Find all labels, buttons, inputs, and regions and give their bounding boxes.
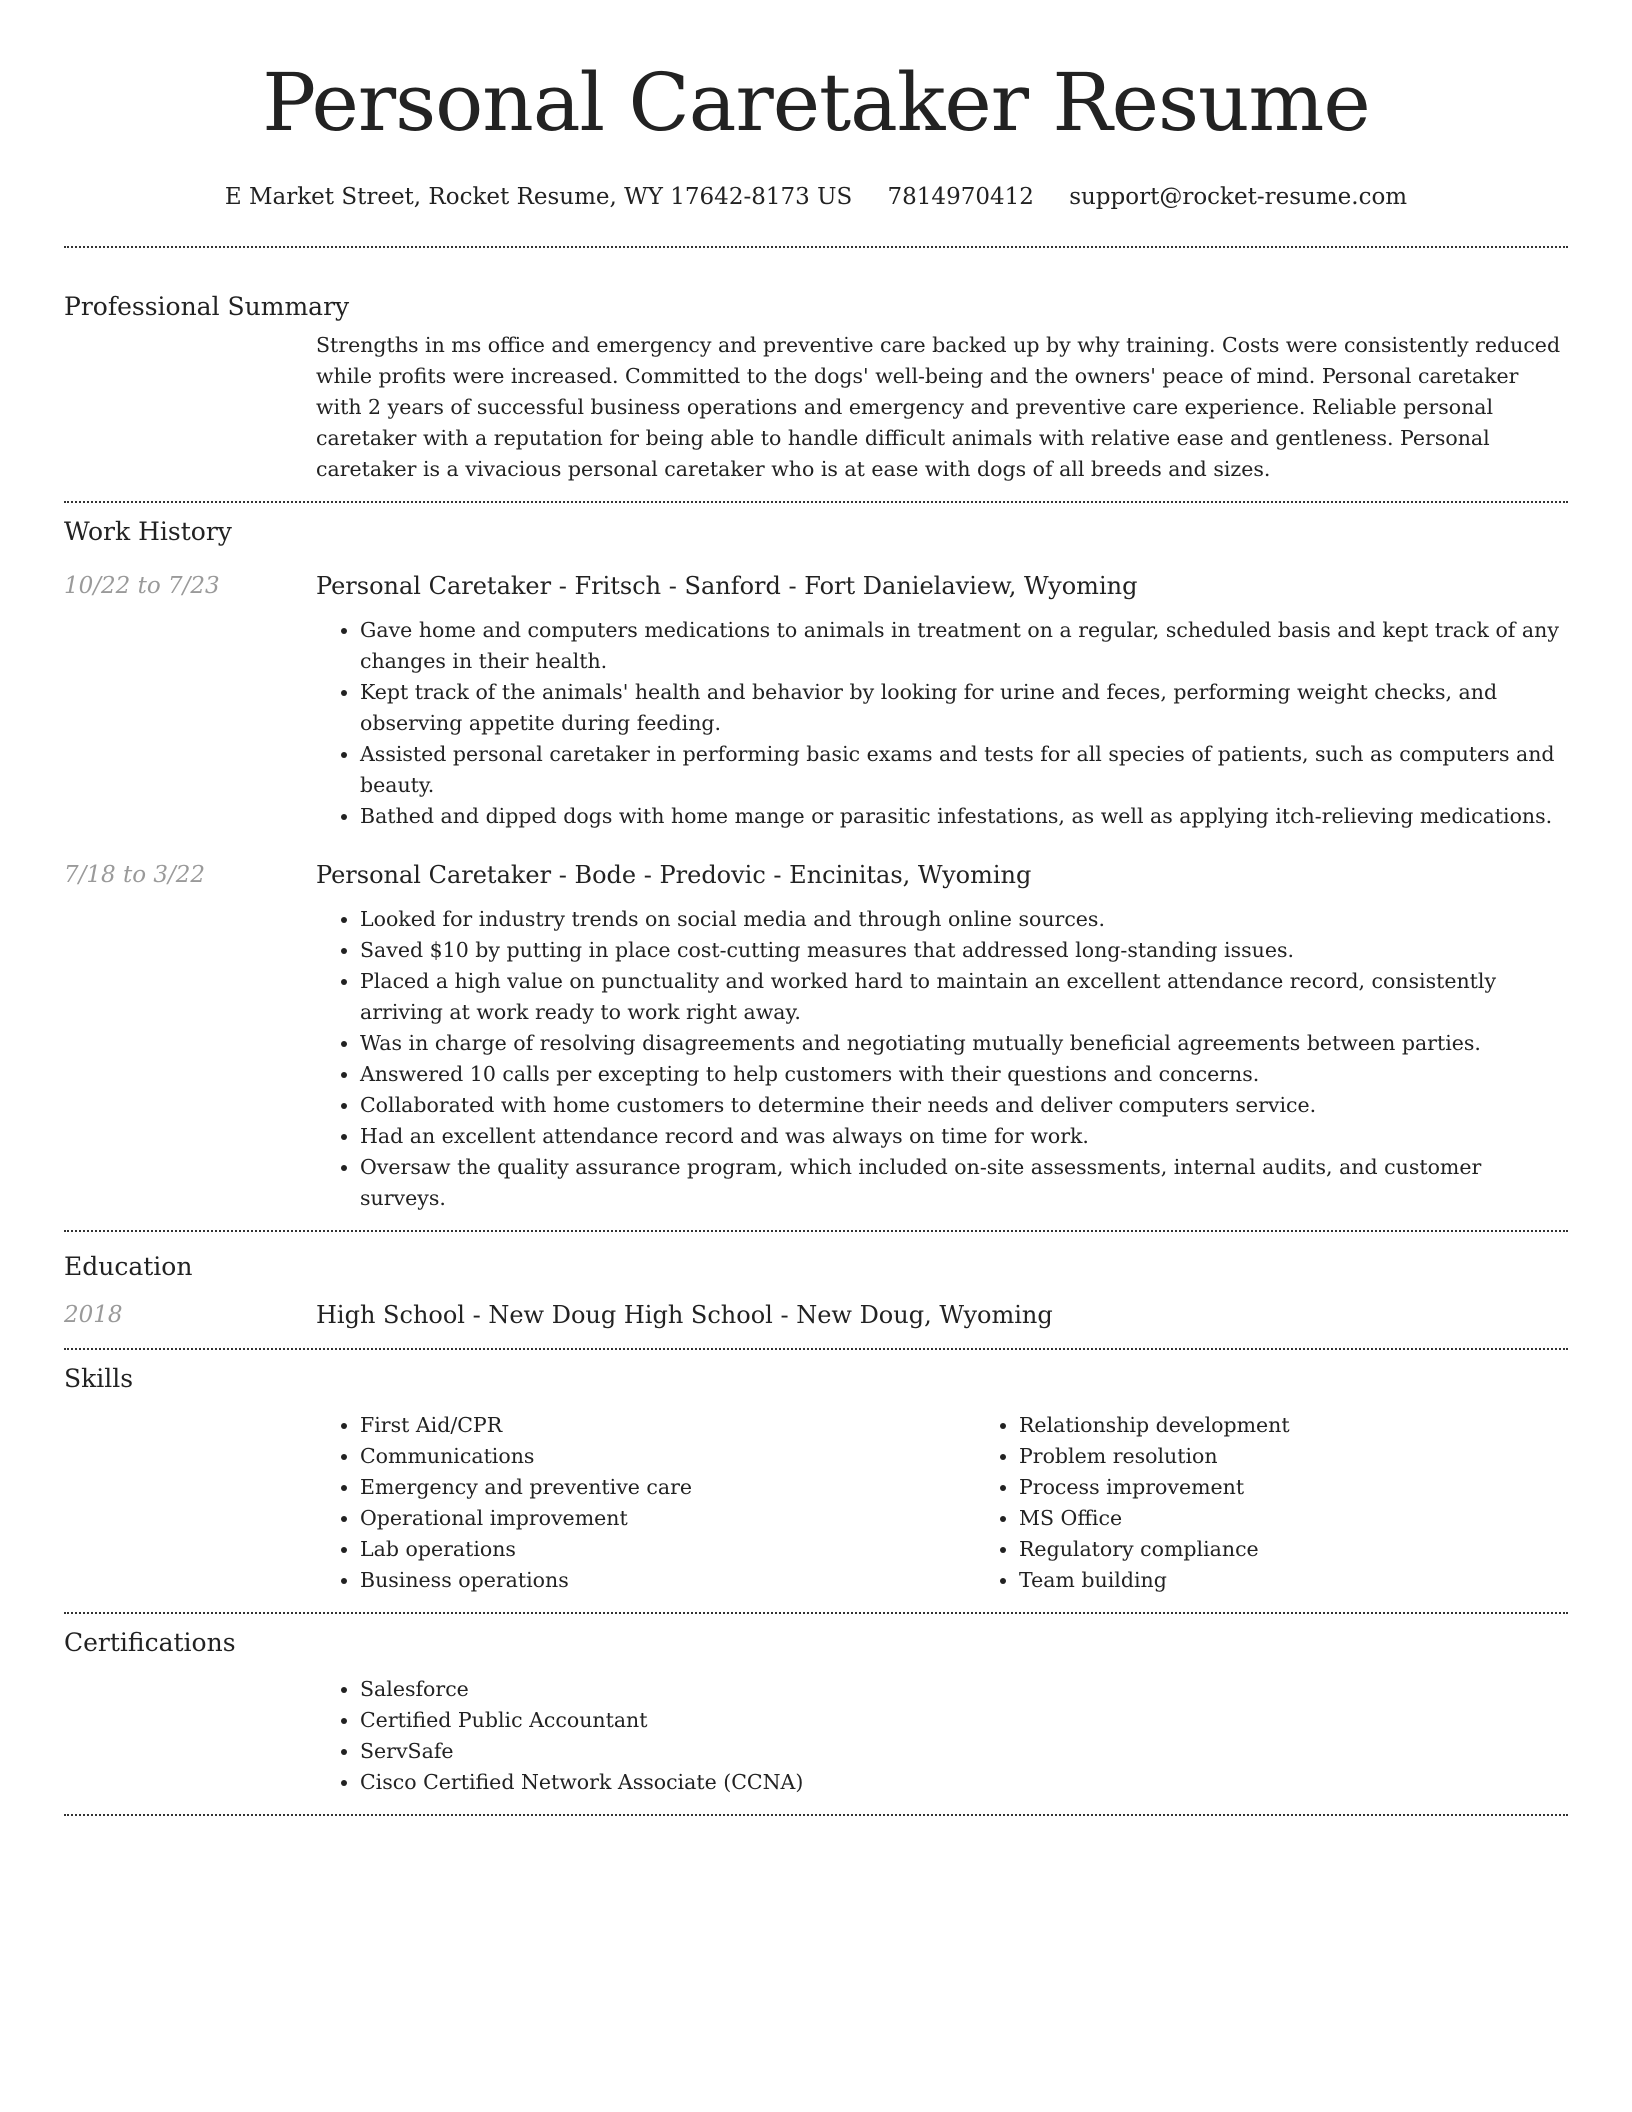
list-item: • Emergency and preventive care xyxy=(360,1472,975,1503)
skills-list-right xyxy=(975,1410,1632,1596)
section-title-work-history: Work History xyxy=(64,517,232,546)
list-item: • First Aid/CPR xyxy=(360,1410,975,1441)
list-item: • ServSafe xyxy=(360,1736,1568,1767)
section-divider xyxy=(64,1230,1568,1232)
list-item: • Answered 10 calls per excepting to help customers with their questions and concerns. xyxy=(360,1059,1568,1090)
resume-title: Personal Caretaker Resume xyxy=(262,56,1370,149)
list-item: • Relationship development xyxy=(1019,1410,1632,1441)
skills-list-left xyxy=(316,1410,975,1596)
work-history-section xyxy=(64,503,1568,1230)
list-item: • Cisco Certified Network Associate (CCNA) xyxy=(360,1767,1568,1798)
list-item: • Kept track of the animals' health and behavior by looking for urine and feces, performing weight checks, and observing appetite during feeding. xyxy=(360,677,1568,739)
section-divider xyxy=(64,1814,1568,1816)
list-item: • Regulatory compliance xyxy=(1019,1534,1632,1565)
contact-line xyxy=(64,180,1568,214)
list-item: • Gave home and computers medications to animals in treatment on a regular, scheduled basis and kept track of any changes in their health. xyxy=(360,615,1568,677)
summary-section xyxy=(64,248,1568,501)
education-year: 2018 xyxy=(64,1302,123,1328)
job-dates: 7/18 to 3/22 xyxy=(64,862,206,888)
contact-email: support@rocket-resume.com xyxy=(1069,184,1408,210)
list-item: • Looked for industry trends on social media and through online sources. xyxy=(360,904,1568,935)
job-entry xyxy=(64,858,1568,1214)
job-heading: Personal Caretaker - Fritsch - Sanford - Fort Danielaview, Wyoming xyxy=(316,572,1138,600)
education-heading: High School - New Doug High School - New Doug, Wyoming xyxy=(316,1301,1053,1329)
job-heading: Personal Caretaker - Bode - Predovic - Encinitas, Wyoming xyxy=(316,861,1032,889)
section-title-certifications: Certifications xyxy=(64,1628,236,1657)
certifications-list xyxy=(316,1674,1568,1798)
list-item: • MS Office xyxy=(1019,1503,1632,1534)
job-bullets xyxy=(316,615,1568,832)
list-item: • Placed a high value on punctuality and worked hard to maintain an excellent attendance record, consistently arriving at work ready to work right away. xyxy=(360,966,1568,1028)
education-section xyxy=(64,1238,1568,1348)
list-item: • Operational improvement xyxy=(360,1503,975,1534)
section-title-summary: Professional Summary xyxy=(64,292,350,321)
certifications-section xyxy=(64,1614,1568,1814)
list-item: • Team building xyxy=(1019,1565,1632,1596)
section-title-skills: Skills xyxy=(64,1364,134,1393)
contact-address: E Market Street, Rocket Resume, WY 17642-8173 US xyxy=(224,184,853,210)
list-item: • Bathed and dipped dogs with home mange or parasitic infestations, as well as applying itch-relieving medications. xyxy=(360,801,1568,832)
list-item: • Assisted personal caretaker in performing basic exams and tests for all species of patients, such as computers and beauty. xyxy=(360,739,1568,801)
job-entry xyxy=(64,569,1568,832)
summary-text: Strengths in ms office and emergency and preventive care backed up by why training. Costs were consistently reduced while profits were increased. Committed to the dogs' well-being and the owners' peace of mind. Personal caretaker with 2 years of successful business operations and emergency and preventive care experience. Reliable personal caretaker with a reputation for being able to handle difficult animals with relative ease and gentleness. Personal caretaker is a vivacious personal caretaker who is at ease with dogs of all breeds and sizes. xyxy=(316,333,1561,481)
list-item: • Certified Public Accountant xyxy=(360,1705,1568,1736)
list-item: • Oversaw the quality assurance program, which included on-site assessments, internal audits, and customer surveys. xyxy=(360,1152,1568,1214)
list-item: • Salesforce xyxy=(360,1674,1568,1705)
list-item: • Business operations xyxy=(360,1565,975,1596)
list-item: • Lab operations xyxy=(360,1534,975,1565)
list-item: • Saved $10 by putting in place cost-cutting measures that addressed long-standing issues. xyxy=(360,935,1568,966)
list-item: • Had an excellent attendance record and was always on time for work. xyxy=(360,1121,1568,1152)
job-dates: 10/22 to 7/23 xyxy=(64,573,220,599)
skills-section xyxy=(64,1350,1568,1612)
list-item: • Problem resolution xyxy=(1019,1441,1632,1472)
contact-phone: 7814970412 xyxy=(887,184,1034,210)
list-item: • Was in charge of resolving disagreements and negotiating mutually beneficial agreements between parties. xyxy=(360,1028,1568,1059)
job-bullets xyxy=(316,904,1568,1214)
list-item: • Process improvement xyxy=(1019,1472,1632,1503)
section-title-education: Education xyxy=(64,1252,193,1281)
list-item: • Collaborated with home customers to determine their needs and deliver computers service. xyxy=(360,1090,1568,1121)
list-item: • Communications xyxy=(360,1441,975,1472)
